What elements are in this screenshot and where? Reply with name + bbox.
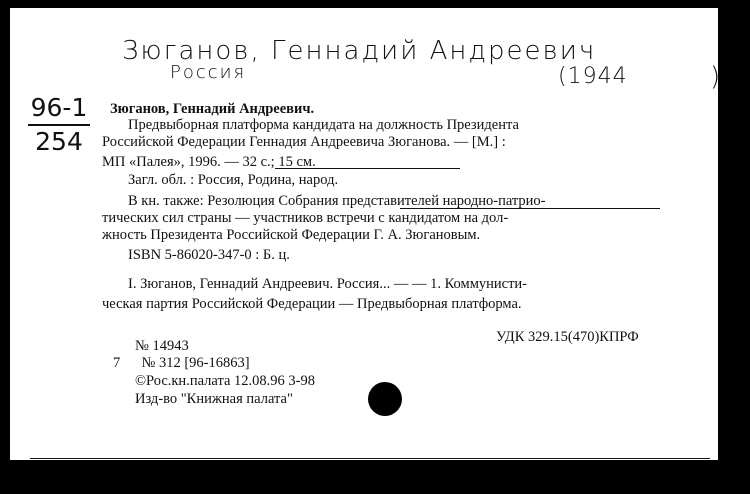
handwritten-author: Зюганов, Геннадий Андреевич	[122, 36, 597, 66]
card-number-2-row	[113, 355, 250, 372]
handwritten-year: (1944	[558, 64, 628, 89]
shelfmark-divider	[28, 124, 90, 126]
card-title-line-1: Предвыборная платформа кандидата на должность Президента	[128, 117, 519, 133]
card-copyright: ©Рос.кн.палата 12.08.96 3-98	[135, 373, 315, 389]
shelfmark-bottom: 254	[35, 126, 83, 156]
punch-hole	[368, 382, 402, 416]
card-imprint-line: МП «Палея», 1996. — 32 с.; 15 см.	[102, 154, 316, 170]
shelfmark-top: 96-1	[30, 93, 88, 122]
handwritten-subject: Россия	[170, 62, 247, 83]
underline-mark-2	[400, 208, 660, 209]
handwritten-paren: )	[710, 62, 721, 92]
catalog-card	[10, 8, 721, 460]
card-title-line-2: Российской Федерации Геннадия Андреевича Зюганова. — [М.] :	[102, 134, 506, 150]
card-cover-title-note: Загл. обл. : Россия, Родина, народ.	[128, 172, 339, 188]
card-subject-line-1: I. Зюганов, Геннадий Андреевич. Россия... — — 1. Коммунисти-	[128, 276, 528, 292]
card-heading: Зюганов, Геннадий Андреевич.	[110, 101, 315, 117]
card-isbn: ISBN 5-86020-347-0 : Б. ц.	[128, 247, 290, 263]
underline-mark	[275, 168, 460, 169]
card-contents-note-2: тических сил страны — участников встречи с кандидатом на дол-	[102, 210, 509, 226]
card-contents-note-1: В кн. также: Резолюция Собрания представителей народно-патрио-	[128, 193, 546, 209]
card-contents-note-3: жность Президента Российской Федерации Г. А. Зюгановым.	[102, 227, 481, 243]
shelfmark	[28, 94, 90, 155]
card-number-2: № 312 [96-16863]	[141, 355, 250, 371]
card-subject-line-2: ческая партия Российской Федерации — Предвыборная платформа.	[102, 296, 522, 312]
card-number-1: № 14943	[135, 338, 189, 354]
card-bottom-edge	[30, 458, 710, 459]
card-udk: УДК 329.15(470)КПРФ	[496, 329, 639, 345]
card-number-2-prefix: 7	[113, 355, 121, 371]
card-publisher: Изд-во "Книжная палата"	[135, 391, 293, 407]
